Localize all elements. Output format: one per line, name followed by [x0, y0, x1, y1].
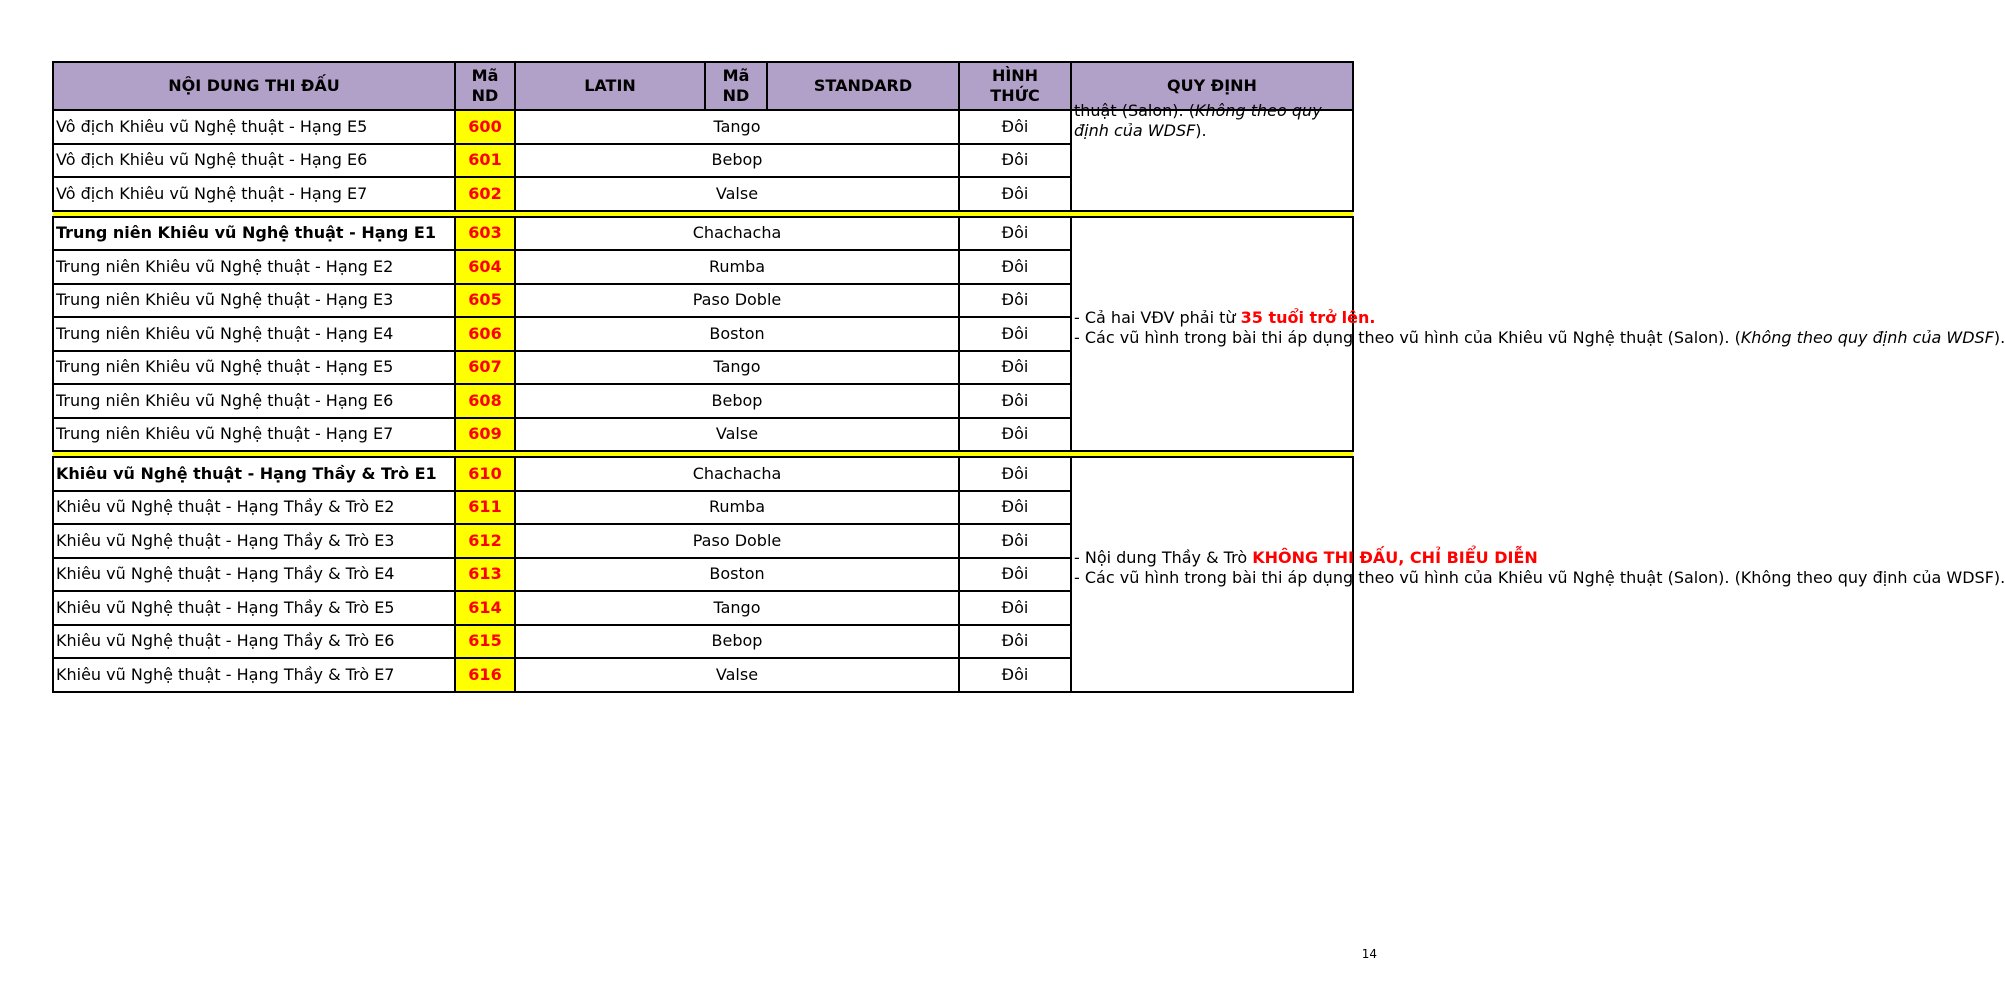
event-form: Đôi	[959, 351, 1071, 385]
event-name: Trung niên Khiêu vũ Nghệ thuật - Hạng E6	[53, 384, 455, 418]
header-latin: LATIN	[515, 62, 705, 110]
dance-name: Valse	[515, 418, 959, 452]
event-name: Trung niên Khiêu vũ Nghệ thuật - Hạng E1	[53, 217, 455, 251]
event-code: 613	[455, 558, 515, 592]
dance-name: Paso Doble	[515, 284, 959, 318]
event-code: 611	[455, 491, 515, 525]
header-hinh-thuc-line1: HÌNH	[991, 66, 1039, 85]
event-name: Khiêu vũ Nghệ thuật - Hạng Thầy & Trò E1	[53, 457, 455, 491]
event-form: Đôi	[959, 457, 1071, 491]
event-name: Khiêu vũ Nghệ thuật - Hạng Thầy & Trò E6	[53, 625, 455, 659]
dance-name: Tango	[515, 110, 959, 144]
event-form: Đôi	[959, 384, 1071, 418]
event-code: 614	[455, 591, 515, 625]
event-code: 602	[455, 177, 515, 211]
event-form: Đôi	[959, 491, 1071, 525]
event-name: Khiêu vũ Nghệ thuật - Hạng Thầy & Trò E2	[53, 491, 455, 525]
rule-highlight: KHÔNG THI ĐẤU, CHỈ BIỂU DIỄN	[1252, 548, 1538, 568]
header-ma-nd-standard-line1: Mã	[722, 66, 750, 85]
rule-text: - Các vũ hình trong bài thi áp dụng theo vũ hình của Khiêu vũ Nghệ thuật (Salon). (	[1074, 327, 1741, 347]
event-form: Đôi	[959, 317, 1071, 351]
table-row	[53, 457, 1353, 491]
rule-text: - Các vũ hình trong bài thi áp dụng theo vũ hình của Khiêu vũ Nghệ thuật (Salon). (Không theo quy định của WDSF).	[1074, 568, 2005, 588]
dance-name: Boston	[515, 558, 959, 592]
rule-text: thuật (Salon). (	[1074, 101, 1195, 120]
rule-cell-group2	[1071, 217, 2005, 452]
table-row	[53, 110, 1353, 144]
rule-text: ).	[1993, 327, 2005, 347]
event-form: Đôi	[959, 625, 1071, 659]
dance-name: Chachacha	[515, 457, 959, 491]
dance-name: Bebop	[515, 144, 959, 178]
event-name: Vô địch Khiêu vũ Nghệ thuật - Hạng E7	[53, 177, 455, 211]
rule-highlight: 35 tuổi trở lên.	[1240, 307, 1376, 327]
rule-text: - Nội dung Thầy & Trò	[1074, 548, 1253, 568]
header-standard: STANDARD	[767, 62, 959, 110]
rule-text: ).	[1195, 121, 1207, 140]
rule-text: - Cả hai VĐV phải từ	[1074, 307, 1241, 327]
dance-name: Tango	[515, 591, 959, 625]
event-code: 615	[455, 625, 515, 659]
dance-name: Bebop	[515, 384, 959, 418]
event-name: Trung niên Khiêu vũ Nghệ thuật - Hạng E7	[53, 418, 455, 452]
event-name: Trung niên Khiêu vũ Nghệ thuật - Hạng E3	[53, 284, 455, 318]
dance-name: Paso Doble	[515, 524, 959, 558]
event-name: Khiêu vũ Nghệ thuật - Hạng Thầy & Trò E4	[53, 558, 455, 592]
event-name: Khiêu vũ Nghệ thuật - Hạng Thầy & Trò E3	[53, 524, 455, 558]
dance-name: Tango	[515, 351, 959, 385]
event-code: 608	[455, 384, 515, 418]
event-code: 604	[455, 250, 515, 284]
event-name: Khiêu vũ Nghệ thuật - Hạng Thầy & Trò E7	[53, 658, 455, 692]
header-ma-nd-standard	[705, 62, 767, 110]
event-code: 616	[455, 658, 515, 692]
event-name: Trung niên Khiêu vũ Nghệ thuật - Hạng E2	[53, 250, 455, 284]
event-code: 612	[455, 524, 515, 558]
header-quy-dinh: QUY ĐỊNH	[1071, 62, 1353, 110]
event-name: Trung niên Khiêu vũ Nghệ thuật - Hạng E4	[53, 317, 455, 351]
event-name: Vô địch Khiêu vũ Nghệ thuật - Hạng E6	[53, 144, 455, 178]
event-form: Đôi	[959, 177, 1071, 211]
header-noi-dung: NỘI DUNG THI ĐẤU	[53, 62, 455, 110]
header-ma-nd-latin-line2: ND	[471, 86, 499, 105]
event-form: Đôi	[959, 524, 1071, 558]
event-name: Trung niên Khiêu vũ Nghệ thuật - Hạng E5	[53, 351, 455, 385]
header-hinh-thuc-line2: THỨC	[990, 86, 1040, 105]
rule-text-italic: Không theo quy	[1194, 101, 1322, 120]
rule-text-italic: Không theo quy định của WDSF	[1740, 327, 1994, 347]
event-code: 610	[455, 457, 515, 491]
dance-name: Valse	[515, 658, 959, 692]
event-code: 607	[455, 351, 515, 385]
dance-name: Rumba	[515, 491, 959, 525]
table-row	[53, 217, 1353, 251]
event-form: Đôi	[959, 418, 1071, 452]
event-form: Đôi	[959, 110, 1071, 144]
dance-name: Chachacha	[515, 217, 959, 251]
dance-name: Bebop	[515, 625, 959, 659]
event-form: Đôi	[959, 558, 1071, 592]
event-code: 601	[455, 144, 515, 178]
event-form: Đôi	[959, 658, 1071, 692]
page-number: 14	[1361, 947, 1377, 961]
rule-text-italic: định của WDSF	[1074, 121, 1196, 140]
event-name: Vô địch Khiêu vũ Nghệ thuật - Hạng E5	[53, 110, 455, 144]
event-form: Đôi	[959, 591, 1071, 625]
dance-name: Valse	[515, 177, 959, 211]
event-form: Đôi	[959, 144, 1071, 178]
competition-table	[52, 61, 2005, 693]
header-ma-nd-latin	[455, 62, 515, 110]
event-code: 609	[455, 418, 515, 452]
header-ma-nd-latin-line1: Mã	[471, 66, 499, 85]
dance-name: Boston	[515, 317, 959, 351]
event-code: 600	[455, 110, 515, 144]
event-name: Khiêu vũ Nghệ thuật - Hạng Thầy & Trò E5	[53, 591, 455, 625]
rule-cell-group1	[1071, 101, 1353, 211]
event-code: 603	[455, 217, 515, 251]
event-code: 606	[455, 317, 515, 351]
dance-name: Rumba	[515, 250, 959, 284]
header-hinh-thuc	[959, 62, 1071, 110]
event-form: Đôi	[959, 217, 1071, 251]
rule-cell-group3	[1071, 457, 2005, 692]
event-code: 605	[455, 284, 515, 318]
event-form: Đôi	[959, 250, 1071, 284]
event-form: Đôi	[959, 284, 1071, 318]
header-ma-nd-standard-line2: ND	[722, 86, 750, 105]
